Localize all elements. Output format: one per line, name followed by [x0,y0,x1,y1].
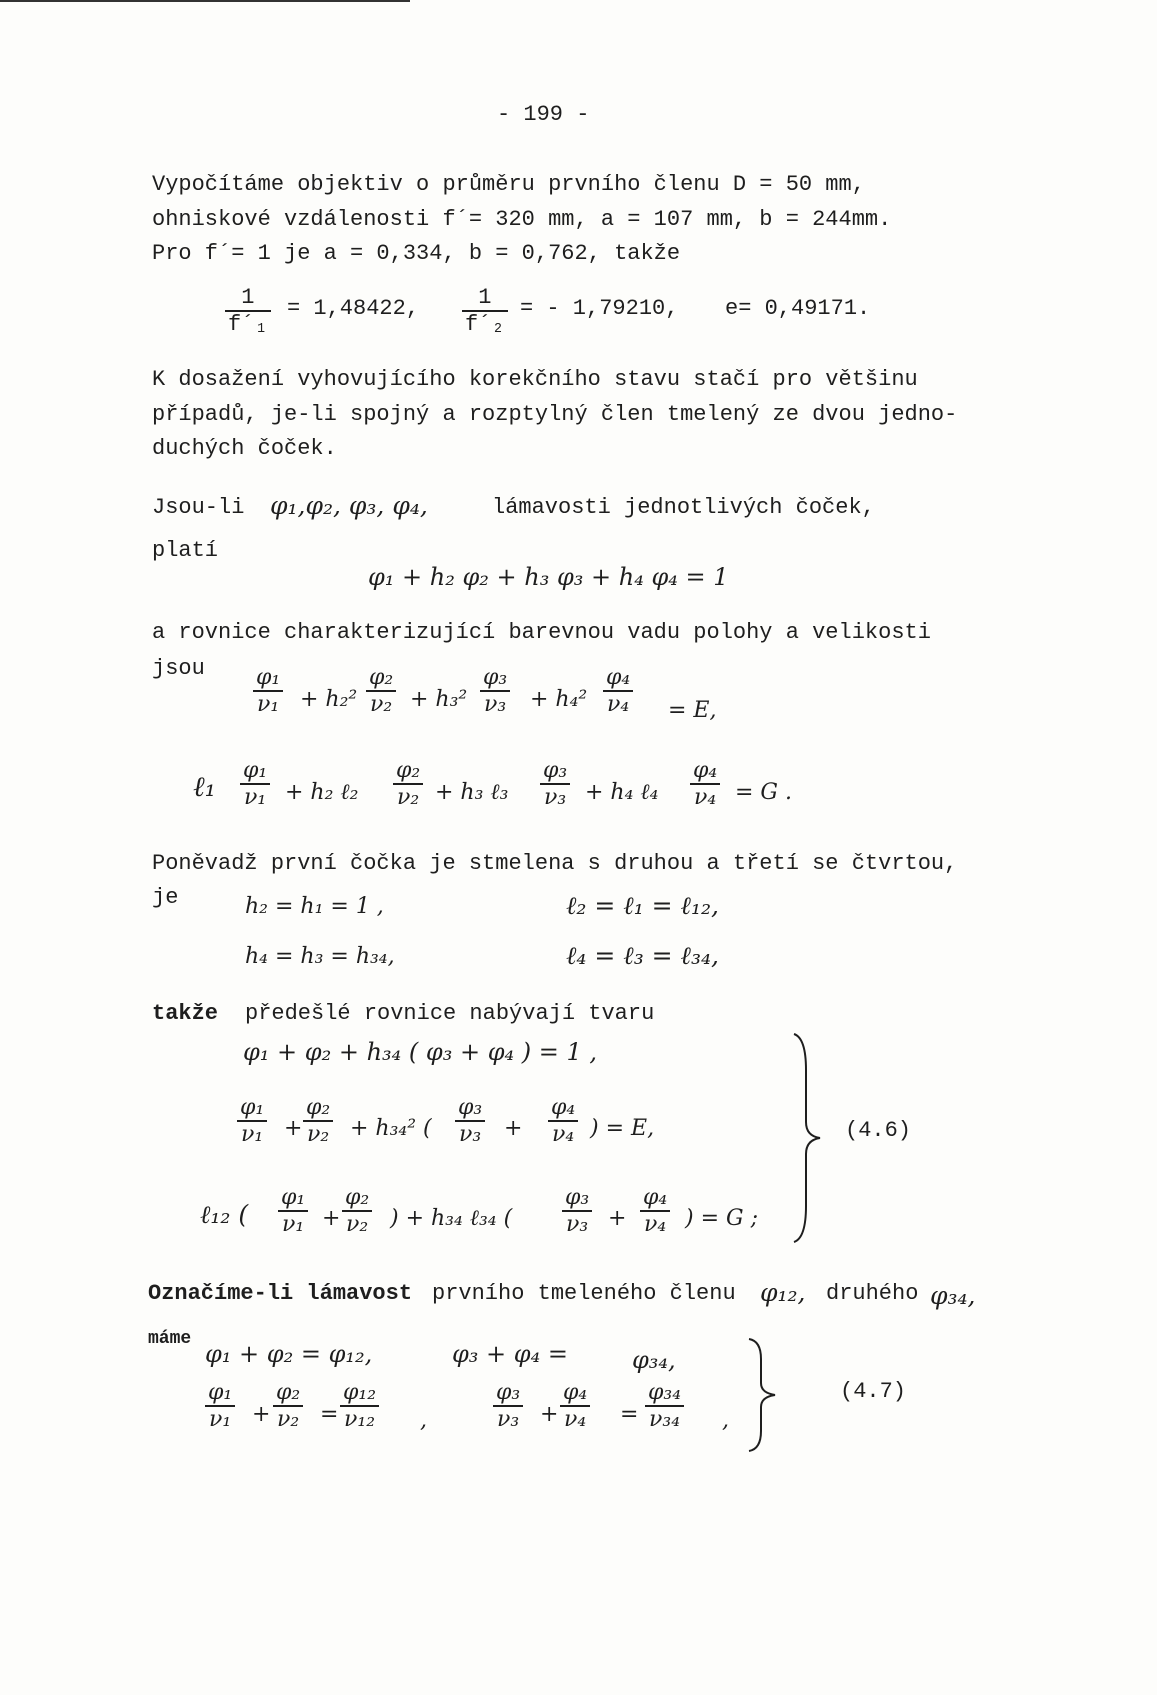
sys47-r2-frac-3: φ₁₂ ν₁₂ [340,1380,379,1432]
oznacime-li-label: Označíme-li lámavost [148,1281,413,1306]
paragraph-5-line: Poněvadž první čočka je stmelena s druhou a třetí se čtvrtou, [152,851,958,876]
eq3-end: = E, [668,698,717,723]
jsou-li-label: Jsou-li [152,495,245,520]
sys47-row-1-b: φ₃ + φ₄ = [452,1340,568,1368]
eq1-value-2: = - 1,79210, [520,296,679,321]
sys46-r2-term-2: + h₃₄² ( [350,1116,432,1141]
sys47-r2-frac-6: φ₃₄ ν₃₄ [645,1380,684,1432]
eq3-term-4: + h₄² [530,687,588,712]
eq3-term-3: + h₃² [410,687,468,712]
eq5-h-relation-2: h₄ = h₃ = h₃₄, [245,944,395,969]
takze-label: takže [152,1001,219,1026]
eq3-term-2: + h₂² [300,687,358,712]
sys46-r3-frac-3: φ₃ ν₃ [562,1185,592,1237]
sys47-r2-comma-2: , [722,1408,729,1433]
eq5-l-relation-2: ℓ₄ = ℓ₃ = ℓ₃₄, [566,941,719,970]
fraction-1-over-f2: 1 f´₂ [462,285,508,337]
eq1-value-1: = 1,48422, [287,296,420,321]
sys46-r3-frac-4: φ₄ ν₄ [640,1185,670,1237]
right-brace-4-7 [745,1335,785,1455]
eq3-frac-1: φ₁ ν₁ [253,665,283,717]
sys46-r3-plus-1: + [322,1206,341,1231]
sys47-r2-frac-4: φ₃ ν₃ [493,1380,523,1432]
sys46-r2-frac-4: φ₄ ν₄ [548,1095,578,1147]
eq3-frac-2: φ₂ ν₂ [366,665,396,717]
eq4-frac-1: φ₁ ν₁ [240,758,270,810]
mame-label: máme [148,1329,192,1349]
top-rule [0,0,410,2]
paragraph-2-line-2: případů, je-li spojný a rozptylný člen tmelený ze dvou jedno- [152,402,958,427]
sys46-r2-plus-3: + [504,1116,523,1141]
eq1-value-e: e= 0,49171. [725,296,871,321]
paragraph-4-line: a rovnice charakterizující barevnou vadu polohy a velikosti [152,620,931,645]
eq4-term-2: + h₂ ℓ₂ [285,780,359,805]
sys47-r2-frac-2: φ₂ ν₂ [273,1380,303,1432]
sys47-r2-eq-2: = [620,1402,639,1427]
eq4-term-4: + h₄ ℓ₄ [585,780,659,805]
eq4-term-3: + h₃ ℓ₃ [435,780,509,805]
paragraph-3-rest: lámavosti jednotlivých čoček, [492,495,875,520]
sys47-row-1-a: φ₁ + φ₂ = φ₁₂, [205,1340,373,1368]
paragraph-2-line-1: K dosažení vyhovujícího korekčního stavu stačí pro většinu [152,367,918,392]
sys46-r3-end: ) = G ; [685,1206,758,1231]
phi-34: φ₃₄, [930,1281,976,1310]
eq5-l-relation-1: ℓ₂ = ℓ₁ = ℓ₁₂, [566,891,719,920]
sys47-r2-comma-1: , [420,1408,427,1433]
page-number: - 199 - [497,102,590,127]
sys47-row-1-c: φ₃₄, [632,1346,676,1374]
sys47-r2-frac-1: φ₁ ν₁ [205,1380,235,1432]
paragraph-6-rest: předešlé rovnice nabývají tvaru [245,1001,655,1026]
sys46-r2-frac-3: φ₃ ν₃ [455,1095,485,1147]
sys46-r2-frac-1: φ₁ ν₁ [237,1095,267,1147]
sys46-r2-plus-1: + [284,1116,303,1141]
sys46-r3-plus-3: + [608,1206,627,1231]
plati-label: platí [152,538,219,563]
sys46-row-1: φ₁ + φ₂ + h₃₄ ( φ₃ + φ₄ ) = 1 , [243,1038,598,1066]
eq4-frac-3: φ₃ ν₃ [540,758,570,810]
je-label: je [152,885,179,910]
phi-12: φ₁₂, [760,1278,806,1307]
sys46-r3-frac-1: φ₁ ν₁ [278,1185,308,1237]
eq3-frac-4: φ₄ ν₄ [603,665,633,717]
equation-sum-phi: φ₁ + h₂ φ₂ + h₃ φ₃ + h₄ φ₄ = 1 [368,563,729,591]
sys46-r2-end: ) = E, [590,1116,655,1141]
paragraph-7-rest: prvního tmeleného členu [432,1281,736,1306]
sys46-r2-frac-2: φ₂ ν₂ [303,1095,333,1147]
jsou-label: jsou [152,656,205,681]
eq4-end: = G . [735,780,792,805]
sys47-r2-frac-5: φ₄ ν₄ [560,1380,590,1432]
paragraph-1-line-2: ohniskové vzdálenosti f´= 320 mm, a = 107 mm, b = 244mm. [152,207,892,232]
sys46-r3-l12: ℓ₁₂ ( [200,1200,249,1229]
fraction-1-over-f1: 1 f´₁ [225,285,271,337]
phi-list: φ₁,φ₂, φ₃, φ₄, [270,491,428,520]
right-brace-4-6 [790,1030,830,1245]
eq4-l1: ℓ₁ [193,770,216,803]
sys46-r3-term-2: ) + h₃₄ ℓ₃₄ ( [390,1206,513,1231]
eq4-frac-2: φ₂ ν₂ [393,758,423,810]
sys46-r3-frac-2: φ₂ ν₂ [342,1185,372,1237]
equation-label-4-7: (4.7) [840,1379,907,1404]
eq5-h-relation-1: h₂ = h₁ = 1 , [245,894,384,919]
paragraph-2-line-3: duchých čoček. [152,436,337,461]
equation-label-4-6: (4.6) [845,1118,912,1143]
eq3-frac-3: φ₃ ν₃ [480,665,510,717]
sys47-r2-plus-2: + [540,1402,559,1427]
paragraph-1-line-3: Pro f´= 1 je a = 0,334, b = 0,762, takže [152,241,681,266]
sys47-r2-eq-1: = [320,1402,339,1427]
eq4-frac-4: φ₄ ν₄ [690,758,720,810]
druheho-label: druhého [826,1281,919,1306]
paragraph-1-line-1: Vypočítáme objektiv o průměru prvního členu D = 50 mm, [152,172,865,197]
sys47-r2-plus-1: + [252,1402,271,1427]
